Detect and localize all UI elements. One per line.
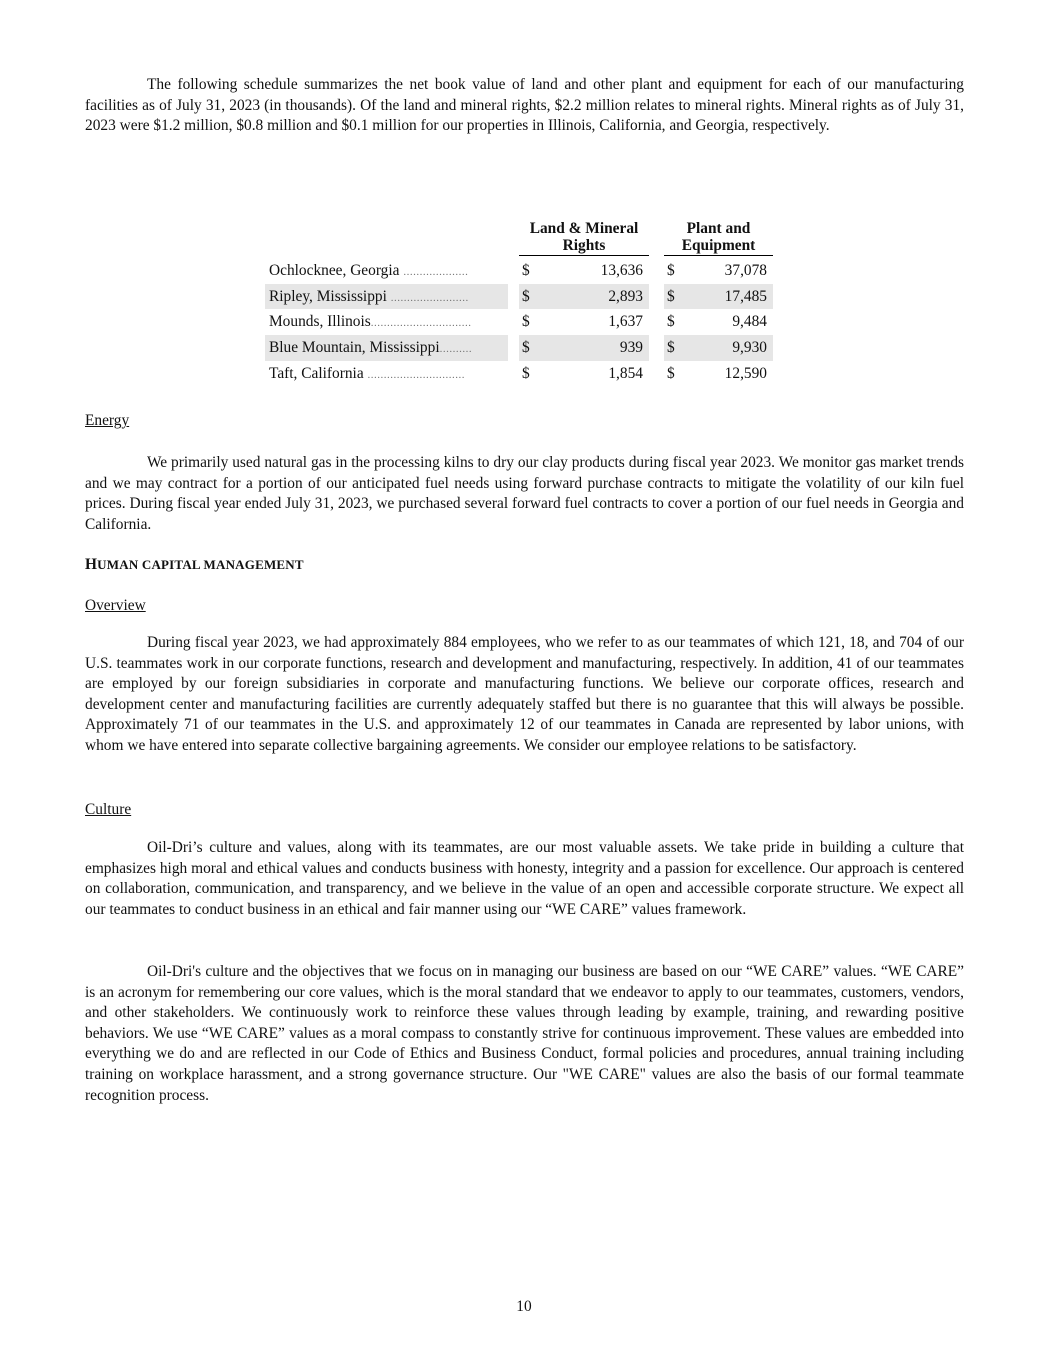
land-value: 1,854 — [608, 364, 643, 382]
plant-value: 9,484 — [732, 313, 767, 331]
table-row — [265, 309, 773, 335]
heading-rest: UMAN CAPITAL MANAGEMENT — [97, 557, 304, 572]
table-row — [265, 258, 773, 284]
overview-title: Overview — [85, 597, 146, 614]
human-capital-heading — [85, 556, 304, 574]
culture-paragraph-2: Oil-Dri's culture and the objectives that we focus on in managing our business are based on our “WE CARE” values. “WE CARE” is an acronym for remembering our core values, which is the moral standard that we endeavor to apply to our teammates, customers, vendors, and other stakeholders. We continuously work to reinforce these values through leading by example, training, and rewarding positive behaviors. We use “WE CARE” values as a moral compass to constantly strive for continuous improvement. These values are embedded into everything we do and are reflected in our Code of Ethics and Business Conduct, formal policies and procedures, annual training including training on workplace harassment, and a strong governance structure. Our "WE CARE" values are also the basis of our formal teammate recognition process. — [85, 963, 964, 1104]
currency-symbol: $ — [519, 335, 540, 361]
currency-symbol: $ — [522, 313, 530, 331]
currency-symbol: $ — [522, 364, 530, 382]
intro-paragraph: The following schedule summarizes the net book value of land and other plant and equipment for each of our manufacturing facilities as of July 31, 2023 (in thousands). Of the land and mineral rights, $2.2 million relates to mineral rights. Mineral rights as of July 31, 2023 were $1.2 million, $0.8 million and $0.1 million for our properties in Illinois, California, and Georgia, respectively. — [85, 76, 964, 135]
location-cell: Taft, California .............................. — [269, 364, 466, 382]
heading-initial: H — [85, 556, 98, 573]
table-row — [265, 284, 773, 310]
table-row — [265, 361, 773, 387]
table-header-row — [265, 220, 773, 258]
land-mineral-header: Land & Mineral Rights — [519, 220, 649, 258]
plant-equipment-header: Plant and Equipment — [664, 220, 773, 258]
currency-symbol: $ — [664, 284, 685, 310]
location-cell: Ochlocknee, Georgia .................... — [269, 261, 469, 279]
energy-paragraph: We primarily used natural gas in the processing kilns to dry our clay products during fiscal year 2023. We monitor gas market trends and we may contract for a portion of our anticipated fuel needs using forward purchase contracts to mitigate the volatility of our kiln fuel prices. During fiscal year ended July 31, 2023, we purchased several forward fuel contracts to cover a portion of our fuel needs in Georgia and California. — [85, 454, 964, 533]
plant-value: 12,590 — [724, 364, 767, 382]
plant-value: 37,078 — [724, 261, 767, 279]
plant-value: 9,930 — [685, 335, 773, 361]
page-number: 10 — [516, 1298, 532, 1315]
table-row — [265, 335, 773, 361]
plant-value: 17,485 — [685, 284, 773, 310]
land-value: 1,637 — [608, 313, 643, 331]
location-cell: Mounds, Illinois............................... — [269, 313, 472, 331]
land-value: 13,636 — [600, 261, 643, 279]
culture-title: Culture — [85, 801, 132, 818]
currency-symbol: $ — [667, 364, 675, 382]
currency-symbol: $ — [667, 261, 675, 279]
location-cell: Blue Mountain, Mississippi.......... — [265, 335, 508, 361]
currency-symbol: $ — [664, 335, 685, 361]
facility-values-table — [265, 220, 773, 386]
overview-paragraph: During fiscal year 2023, we had approximately 884 employees, who we refer to as our teammates of which 121, 18, and 704 of our U.S. teammates work in our corporate functions, research and development and manufacturing, respectively. In addition, 41 of our teammates are employed by our foreign subsidiaries in corporate and manufacturing functions. We believe our corporate offices, research and development center and manufacturing facilities are currently adequately staffed but there is no guarantee that this will always be possible. Approximately 71 of our teammates in the U.S. and approximately 12 of our teammates in Canada are represented by labor unions, with whom we have entered into separate collective bargaining agreements. We consider our employee relations to be satisfactory. — [85, 634, 964, 754]
currency-symbol: $ — [519, 284, 540, 310]
currency-symbol: $ — [522, 261, 530, 279]
location-cell: Ripley, Mississippi ........................ — [265, 284, 508, 310]
land-value: 2,893 — [540, 284, 649, 310]
land-value: 939 — [540, 335, 649, 361]
currency-symbol: $ — [667, 313, 675, 331]
energy-title: Energy — [85, 412, 130, 429]
culture-paragraph-1: Oil-Dri’s culture and values, along with its teammates, are our most valuable assets. We take pride in building a culture that emphasizes high moral and ethical values and conducts business with honesty, integrity and a passion for excellence. Our approach is centered on collaboration, communication, and transparency, and we believe in the value of an open and accessible corporate structure. We expect all our teammates to conduct business in an ethical and fair manner using our “WE CARE” values framework. — [85, 839, 964, 918]
